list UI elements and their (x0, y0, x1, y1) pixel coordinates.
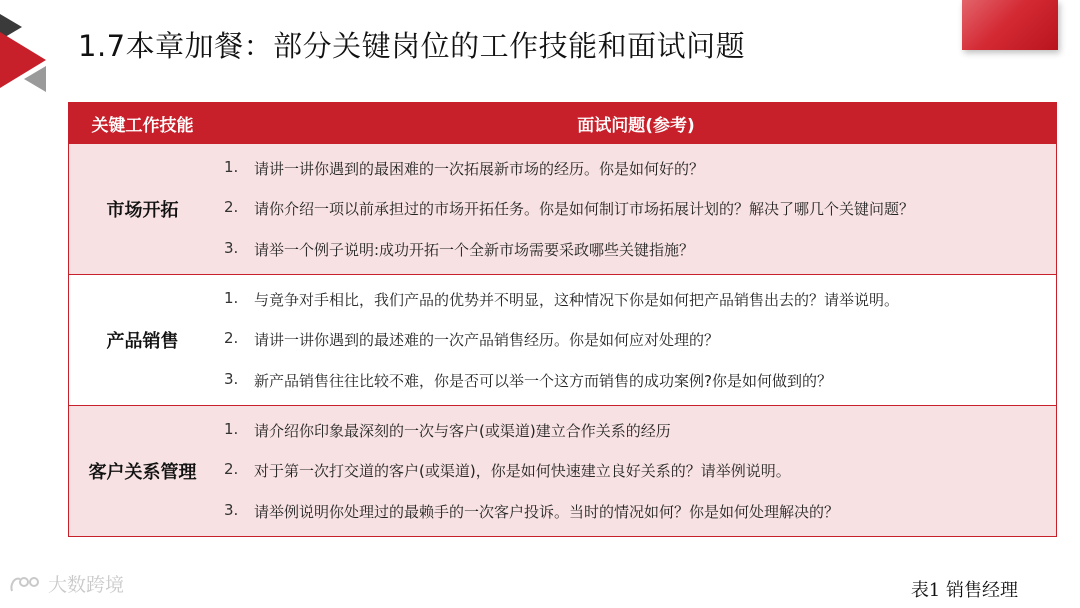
decor-corner-block (962, 0, 1058, 50)
question-number: 2. (224, 198, 239, 217)
question-text: 请举例说明你处理过的最赖手的一次客户投诉。当时的情况如何？你是如何处理解决的？ (254, 503, 840, 522)
question-item (224, 158, 1056, 179)
skill-cell: 产品销售 (106, 331, 179, 352)
question-item (224, 460, 1056, 481)
questions-cell (216, 144, 1056, 274)
watermark-logo-icon (8, 573, 42, 595)
question-number: 3. (224, 370, 239, 389)
skills-table (68, 102, 1057, 537)
question-number: 3. (224, 239, 239, 258)
question-number: 1. (224, 288, 239, 307)
question-item (224, 420, 1056, 441)
table-header (69, 103, 1056, 143)
question-text: 请讲一讲你遇到的最困难的一次拓展新市场的经历。你是如何好的？ (254, 159, 705, 178)
table-row (69, 405, 1056, 536)
decor-triangle-grey (24, 66, 46, 92)
watermark (8, 570, 124, 597)
question-item (224, 239, 1056, 260)
skill-cell: 市场开拓 (106, 200, 179, 221)
header-skill: 关键工作技能 (91, 115, 194, 136)
question-number: 2. (224, 460, 239, 479)
question-number: 3. (224, 501, 239, 520)
question-item (224, 501, 1056, 522)
question-item (224, 289, 1056, 310)
question-text: 请介绍你印象最深刻的一次与客户(或渠道)建立合作关系的经历 (254, 421, 671, 440)
watermark-text: 大数跨境 (48, 574, 125, 596)
header-questions: 面试问题(参考) (577, 115, 695, 136)
questions-cell (216, 406, 1056, 536)
table-row (69, 143, 1056, 274)
question-text: 请你介绍一项以前承担过的市场开拓任务。你是如何制订市场拓展计划的？解决了哪几个关键问题？ (254, 200, 915, 219)
questions-cell (216, 275, 1056, 405)
table-caption: 表1 销售经理 (910, 580, 1018, 601)
question-number: 2. (224, 329, 239, 348)
question-text: 与竟争对手相比，我们产品的优势并不明显，这种情况下你是如何把产品销售出去的？请举说明。 (254, 290, 900, 309)
question-number: 1. (224, 157, 239, 176)
question-item (224, 329, 1056, 350)
question-text: 新产品销售往往比较不难，你是否可以举一个这方而销售的成功案例?你是如何做到的？ (254, 372, 832, 391)
skill-cell: 客户关系管理 (88, 462, 197, 483)
question-number: 1. (224, 419, 239, 438)
question-text: 对于第一次打交道的客户(或渠道)，你是如何快速建立良好关系的？请举例说明。 (254, 462, 791, 481)
question-item (224, 198, 1056, 219)
question-item (224, 370, 1056, 391)
slide-title: 1.7本章加餐：部分关键岗位的工作技能和面试问题 (78, 29, 746, 63)
question-text: 请举一个例子说明:成功开拓一个全新市场需要采政哪些关键指施？ (254, 241, 695, 260)
table-row (69, 274, 1056, 405)
question-text: 请讲一讲你遇到的最述难的一次产品销售经历。你是如何应对处理的？ (254, 331, 720, 350)
